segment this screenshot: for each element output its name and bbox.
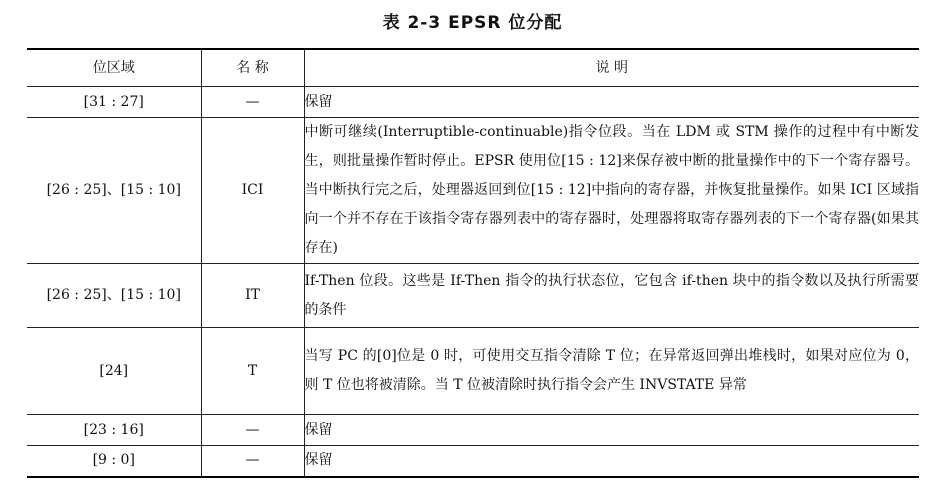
field-name-cell: —	[201, 415, 304, 446]
bit-range-cell: [24]	[27, 328, 201, 415]
table-row	[27, 446, 919, 477]
description-cell: If-Then 位段。这些是 If-Then 指令的执行状态位，它包含 if-then 块中的指令数以及执行所需要的条件	[304, 264, 919, 328]
bit-range-cell: [9 : 0]	[27, 446, 201, 477]
description-cell: 中断可继续(Interruptible-continuable)指令位段。当在 LDM 或 STM 操作的过程中有中断发生，则批量操作暂时停止。EPSR 使用位[15 : 12]来保存被中断的批量操作中的下一个寄存器号。当中断执行完之后，处理器返回到位[15 : 12]中指向的寄存器，并恢复批量操作。如果 ICI 区域指向一个并不存在于该指令寄存器列表中的寄存器时，处理器将取寄存器列表的下一个寄存器(如果其存在)	[304, 118, 919, 264]
bit-range-cell: [26 : 25]、[15 : 10]	[27, 118, 201, 264]
field-name-cell: IT	[201, 264, 304, 328]
table-row	[27, 415, 919, 446]
table-row	[27, 87, 919, 118]
description-cell: 保留	[304, 415, 919, 446]
header-description: 说 明	[304, 49, 919, 87]
header-name: 名 称	[201, 49, 304, 87]
bit-range-cell: [26 : 25]、[15 : 10]	[27, 264, 201, 328]
field-name-cell: ICI	[201, 118, 304, 264]
field-name-cell: —	[201, 87, 304, 118]
field-name-cell: —	[201, 446, 304, 477]
table-row	[27, 328, 919, 415]
description-cell: 当写 PC 的[0]位是 0 时，可使用交互指令清除 T 位；在异常返回弹出堆栈时，如果对应位为 0，则 T 位也将被清除。当 T 位被清除时执行指令会产生 INVSTATE 异常	[304, 328, 919, 415]
field-name-cell: T	[201, 328, 304, 415]
header-bits: 位区域	[27, 49, 201, 87]
table-caption: 表 2-3 EPSR 位分配	[382, 13, 563, 33]
description-cell: 保留	[304, 87, 919, 118]
epsr-bit-table	[27, 48, 919, 478]
bit-range-cell: [31 : 27]	[27, 87, 201, 118]
table-header-row	[27, 49, 919, 87]
description-cell: 保留	[304, 446, 919, 477]
table-row	[27, 118, 919, 264]
bit-range-cell: [23 : 16]	[27, 415, 201, 446]
table-row	[27, 264, 919, 328]
